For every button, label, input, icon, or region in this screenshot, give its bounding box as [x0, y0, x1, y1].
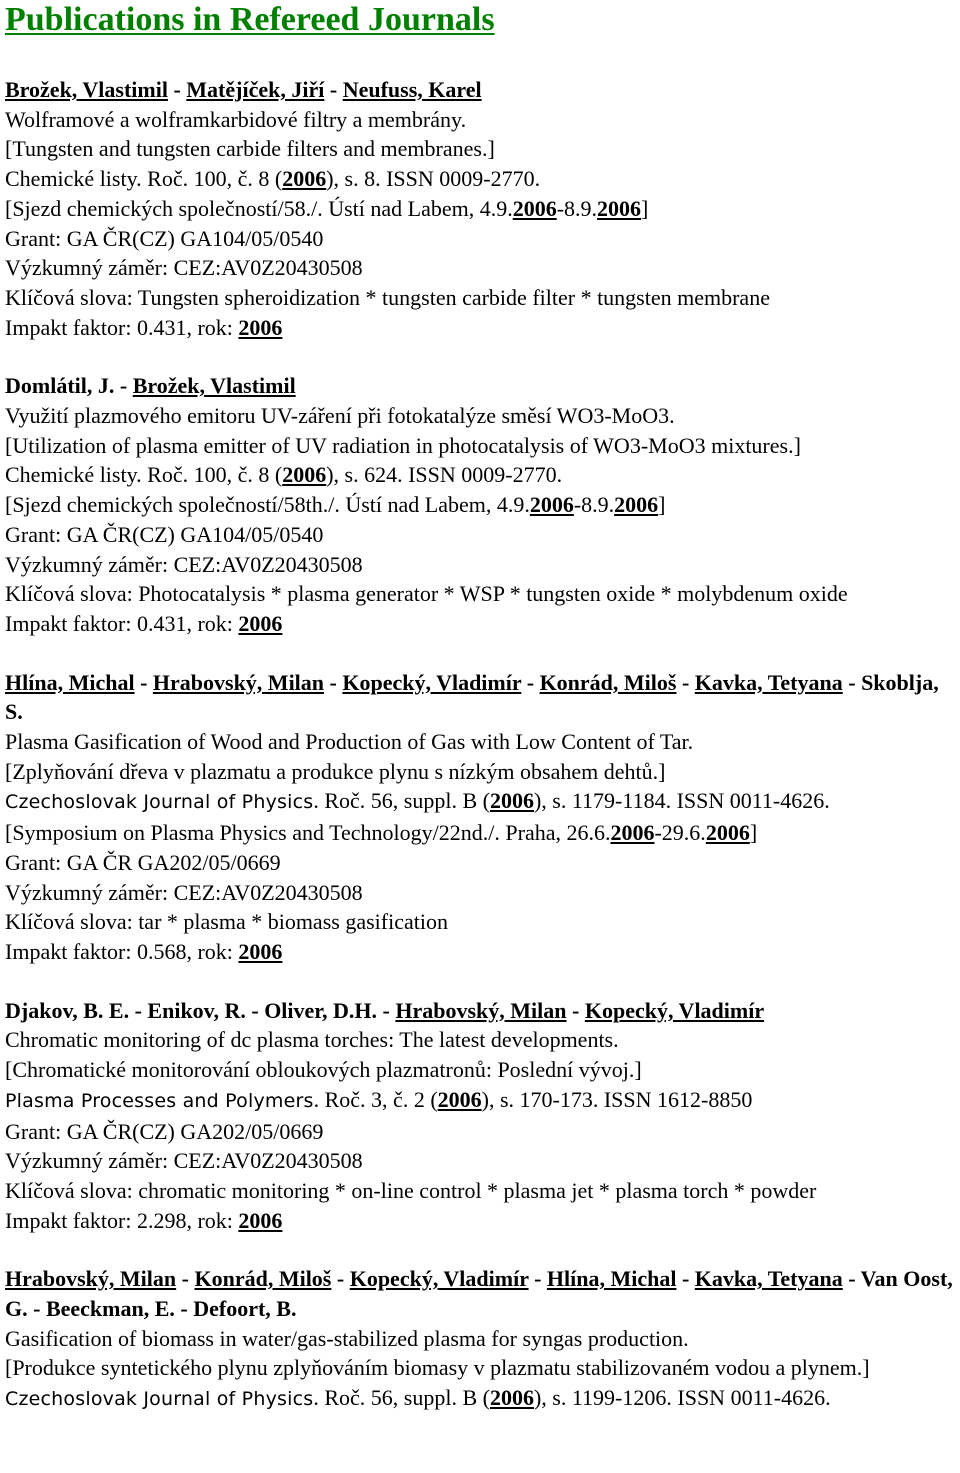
title-translation: [Tungsten and tungsten carbide filters and membranes.] [5, 136, 495, 162]
keywords: Klíčová slova: Photocatalysis * plasma generator * WSP * tungsten oxide * molybdenum oxide [5, 581, 848, 607]
impact-factor: Impakt faktor: 0.431, rok: 2006 [5, 610, 283, 636]
publication-list [5, 75, 960, 1415]
year-link[interactable]: 2006 [489, 788, 534, 814]
grant: Grant: GA ČR(CZ) GA202/05/0669 [5, 1118, 324, 1144]
research-plan: Výzkumný záměr: CEZ:AV0Z20430508 [5, 879, 363, 905]
author-link[interactable]: Kavka, Tetyana [694, 1266, 843, 1292]
author-link[interactable]: Brožek, Vlastimil [132, 373, 296, 399]
year-link[interactable]: 2006 [610, 820, 655, 846]
author-line: Domlátil, J. - Brožek, Vlastimil [5, 373, 296, 399]
author-link[interactable]: Hlína, Michal [5, 669, 135, 695]
author-name: Van Oost, G. [5, 1266, 953, 1322]
citation: Chemické listy. Roč. 100, č. 8 (2006), s. 8. ISSN 0009-2770. [5, 166, 541, 192]
year-link[interactable]: 2006 [238, 938, 283, 964]
journal-name: Plasma Processes and Polymers [5, 1089, 314, 1112]
impact-factor: Impakt faktor: 0.568, rok: 2006 [5, 938, 283, 964]
year-link[interactable]: 2006 [512, 195, 557, 221]
conference: [Symposium on Plasma Physics and Technology/22nd./. Praha, 26.6.2006-29.6.2006] [5, 820, 758, 846]
journal-name: Czechoslovak Journal of Physics [5, 791, 314, 814]
author-link[interactable]: Kavka, Tetyana [694, 669, 843, 695]
title-translation: [Utilization of plasma emitter of UV radiation in photocatalysis of WO3-MoO3 mixtures.] [5, 432, 801, 458]
publication-title: Gasification of biomass in water/gas-stabilized plasma for syngas production. [5, 1325, 689, 1351]
author-link[interactable]: Matějíček, Jiří [186, 77, 325, 102]
research-plan: Výzkumný záměr: CEZ:AV0Z20430508 [5, 1148, 363, 1174]
impact-factor: Impakt faktor: 2.298, rok: 2006 [5, 1207, 283, 1233]
author-link[interactable]: Hlína, Michal [546, 1266, 677, 1292]
author-link[interactable]: Neufuss, Karel [342, 77, 482, 102]
citation: Czechoslovak Journal of Physics. Roč. 56, suppl. B (2006), s. 1179-1184. ISSN 0011-4626. [5, 788, 830, 814]
year-link[interactable]: 2006 [529, 492, 574, 518]
citation: Czechoslovak Journal of Physics. Roč. 56, suppl. B (2006), s. 1199-1206. ISSN 0011-4626. [5, 1385, 831, 1411]
publication-title: Plasma Gasification of Wood and Production of Gas with Low Content of Tar. [5, 729, 694, 755]
impact-factor: Impakt faktor: 0.431, rok: 2006 [5, 314, 283, 340]
keywords: Klíčová slova: chromatic monitoring * on-line control * plasma jet * plasma torch * powder [5, 1177, 817, 1203]
year-link[interactable]: 2006 [282, 462, 327, 488]
publication-entry [5, 371, 960, 638]
journal-name: Czechoslovak Journal of Physics [5, 1388, 314, 1411]
year-link[interactable]: 2006 [238, 1207, 283, 1233]
grant: Grant: GA ČR(CZ) GA104/05/0540 [5, 225, 324, 251]
year-link[interactable]: 2006 [238, 610, 283, 636]
year-link[interactable]: 2006 [705, 820, 750, 846]
author-line: Djakov, B. E. - Enikov, R. - Oliver, D.H. - Hrabovský, Milan - Kopecký, Vladimír [5, 997, 765, 1023]
author-link[interactable]: Konrád, Miloš [539, 669, 677, 695]
publication-entry [5, 1264, 960, 1415]
author-name: Oliver, D.H. [264, 997, 378, 1023]
research-plan: Výzkumný záměr: CEZ:AV0Z20430508 [5, 255, 363, 281]
conference: [Sjezd chemických společností/58th./. Ústí nad Labem, 4.9.2006-8.9.2006] [5, 492, 666, 518]
author-line: Hlína, Michal - Hrabovský, Milan - Kopecký, Vladimír - Konrád, Miloš - Kavka, Tetyana - Skoblja, S. [5, 669, 939, 725]
author-line: Hrabovský, Milan - Konrád, Miloš - Kopecký, Vladimír - Hlína, Michal - Kavka, Tetyana - Van Oost, G. - Beeckman, E. - Defoort, B. [5, 1266, 953, 1322]
author-name: Defoort, B. [193, 1296, 297, 1322]
keywords: Klíčová slova: Tungsten spheroidization * tungsten carbide filter * tungsten membrane [5, 284, 770, 310]
author-link[interactable]: Brožek, Vlastimil [5, 77, 168, 102]
author-link[interactable]: Kopecký, Vladimír [584, 997, 765, 1023]
author-link[interactable]: Hrabovský, Milan [5, 1266, 177, 1292]
author-link[interactable]: Hrabovský, Milan [152, 669, 325, 695]
page-title: Publications in Refereed Journals [5, 1, 495, 38]
publication-entry [5, 996, 960, 1236]
citation: Plasma Processes and Polymers. Roč. 3, č. 2 (2006), s. 170-173. ISSN 1612-8850 [5, 1086, 753, 1112]
author-link[interactable]: Kopecký, Vladimír [349, 1266, 529, 1292]
publication-title: Chromatic monitoring of dc plasma torches: The latest developments. [5, 1027, 619, 1053]
author-name: Beeckman, E. [45, 1296, 175, 1322]
title-translation: [Zplyňování dřeva v plazmatu a produkce plynu s nízkým obsahem dehtů.] [5, 758, 666, 784]
author-name: Djakov, B. E. [5, 997, 130, 1023]
publication-title: Wolframové a wolframkarbidové filtry a membrány. [5, 106, 467, 132]
author-name: Enikov, R. [147, 997, 246, 1023]
publication-entry [5, 668, 960, 967]
grant: Grant: GA ČR(CZ) GA104/05/0540 [5, 521, 324, 547]
publication-entry [5, 75, 960, 342]
author-line: Brožek, Vlastimil - Matějíček, Jiří - Neufuss, Karel [5, 77, 482, 102]
citation: Chemické listy. Roč. 100, č. 8 (2006), s. 624. ISSN 0009-2770. [5, 462, 563, 488]
title-translation: [Chromatické monitorování obloukových plazmatronů: Poslední vývoj.] [5, 1057, 642, 1083]
grant: Grant: GA ČR GA202/05/0669 [5, 849, 281, 875]
year-link[interactable]: 2006 [614, 492, 659, 518]
year-link[interactable]: 2006 [597, 195, 642, 221]
year-link[interactable]: 2006 [437, 1086, 482, 1112]
conference: [Sjezd chemických společností/58./. Ústí nad Labem, 4.9.2006-8.9.2006] [5, 195, 649, 221]
author-name: Domlátil, J. [5, 373, 115, 399]
author-link[interactable]: Hrabovský, Milan [395, 997, 567, 1023]
year-link[interactable]: 2006 [282, 166, 327, 192]
author-name: Skoblja, S. [5, 669, 939, 725]
year-link[interactable]: 2006 [489, 1385, 534, 1411]
author-link[interactable]: Konrád, Miloš [194, 1266, 332, 1292]
keywords: Klíčová slova: tar * plasma * biomass gasification [5, 909, 448, 935]
title-translation: [Produkce syntetického plynu zplyňováním biomasy v plazmatu stabilizovaném vodou a plynem.] [5, 1355, 870, 1381]
research-plan: Výzkumný záměr: CEZ:AV0Z20430508 [5, 551, 363, 577]
year-link[interactable]: 2006 [238, 314, 283, 340]
author-link[interactable]: Kopecký, Vladimír [342, 669, 522, 695]
publication-title: Využití plazmového emitoru UV-záření při fotokatalýze směsí WO3-MoO3. [5, 403, 675, 429]
